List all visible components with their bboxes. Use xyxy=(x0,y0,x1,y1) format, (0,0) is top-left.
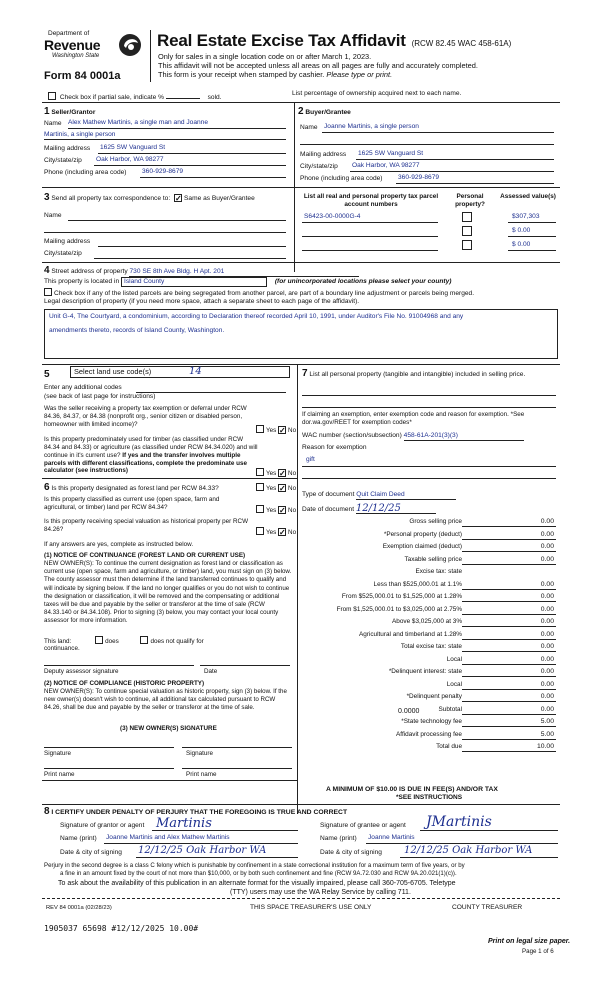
fee-value[interactable]: 0.00 xyxy=(462,581,556,590)
additional-codes-label: Enter any additional codes xyxy=(44,384,122,391)
exemption-question-text: Was the seller receiving a property tax exemption or deferral under RCW 84.36, 84.37, or 84.38 (nonprofit org., senior citizen or disabled person, homeowner with limited income)? xyxy=(44,405,247,428)
forest-no-checkbox[interactable] xyxy=(278,484,286,492)
form-number: Form 84 0001a xyxy=(44,70,121,82)
fee-label: Exemption claimed (deduct) xyxy=(382,543,462,550)
buyer-city-label: City/state/zip xyxy=(300,163,338,170)
form-sub3: This form is your receipt when stamped by cashier. xyxy=(158,70,325,79)
grantee-name-label: Name (print) xyxy=(320,835,357,842)
local-rate[interactable]: 0.0000 xyxy=(398,708,420,715)
fee-row xyxy=(300,593,558,604)
fee-row xyxy=(300,743,558,754)
corr-label: Send all property tax correspondence to: xyxy=(51,195,171,202)
no-label: No xyxy=(288,507,297,514)
see-instructions-note: *SEE INSTRUCTIONS xyxy=(396,794,463,801)
fee-value[interactable]: 0.00 xyxy=(462,631,556,640)
fee-value[interactable]: 0.00 xyxy=(462,556,556,565)
fee-label: Taxable selling price xyxy=(404,555,462,563)
legal-paper-note: Print on legal size paper. xyxy=(488,938,571,945)
grantee-signature[interactable]: JMartinis xyxy=(426,814,492,830)
fee-label: Subtotal xyxy=(438,705,462,713)
county-treasurer-label: COUNTY TREASURER xyxy=(452,904,523,911)
fee-row xyxy=(300,543,558,554)
timber-yes-checkbox[interactable] xyxy=(256,468,264,476)
partial-sale-label: Check box if partial sale, indicate % xyxy=(59,94,164,101)
current-use-yes-checkbox[interactable] xyxy=(256,505,264,513)
fee-value[interactable]: 0.00 xyxy=(462,693,556,702)
does-not-label: does not qualify for xyxy=(150,638,204,645)
fee-row xyxy=(300,668,558,679)
seller-mailing[interactable]: 1625 SW Vanguard St xyxy=(100,144,166,151)
recording-stamp: 1905037 65698 #12/12/2025 10.00# xyxy=(44,924,199,933)
current-use-question: Is this property classified as current use (open space, farm and agricultural, or timber) land per RCW 84.34? xyxy=(44,496,220,511)
buyer-mailing[interactable]: 1625 SW Vanguard St xyxy=(358,150,424,157)
fee-label: Total due xyxy=(436,743,462,750)
parcel-number-1[interactable]: S6423-00-0000G-4 xyxy=(304,213,361,220)
fee-label: Agricultural and timberland at 1.28% xyxy=(358,630,462,638)
notice3-title: (3) NEW OWNER(S) SIGNATURE xyxy=(120,725,217,732)
assessed-value-3[interactable]: $ 0.00 xyxy=(512,241,531,248)
alt-format-line2: (TTY) users may use the WA Relay Service by calling 711. xyxy=(230,889,411,896)
fee-row xyxy=(300,581,558,592)
section3-number: 3 xyxy=(44,192,50,203)
fee-value[interactable]: 0.00 xyxy=(462,618,556,627)
fee-value[interactable]: 0.00 xyxy=(462,643,556,652)
fee-label: From $525,000.01 to $1,525,000 at 1.28% xyxy=(341,593,462,600)
fee-label: Local xyxy=(446,655,462,663)
section1-number: 1 xyxy=(44,106,50,117)
grantee-date-label: Date & city of signing xyxy=(320,849,382,856)
dept-state: Washington State xyxy=(52,53,100,59)
notice2-text: NEW OWNER(S): To continue special valuation as historic property, sign (3) below. If the new owner(s) doesn't wish to continue, all additional tax calculated pursuant to RCW 84.26, shall be due and payable by the seller or transferor at the time of sale. xyxy=(44,688,287,712)
segregated-checkbox[interactable] xyxy=(44,288,52,296)
form-sub1: Only for sales in a single location code on or after March 1, 2023. xyxy=(158,52,372,61)
owner-signature-label-2: Signature xyxy=(186,750,213,757)
buyer-name[interactable]: Joanne Martinis, a single person xyxy=(324,123,419,130)
reason-label: Reason for exemption xyxy=(302,444,367,451)
grantee-name[interactable]: Joanne Martinis xyxy=(368,834,415,841)
perjury-line2: a fine in an amount fixed by the court of not more than $10,000, or by both such confinement and fine (RCW 9A.72.030 and RCW 9A.20.021(1)(c)). xyxy=(60,870,457,877)
seller-city[interactable]: Oak Harbor, WA 98277 xyxy=(96,156,164,163)
exemption-question xyxy=(44,405,258,429)
fee-value[interactable]: 0.00 xyxy=(462,518,556,527)
located-label: This property is located in xyxy=(44,278,120,285)
land-use-code: 14 xyxy=(189,366,202,377)
rev-code: REV 84 0001a (02/28/23) xyxy=(46,905,112,911)
section7-number: 7 xyxy=(302,368,308,379)
yes-label: Yes xyxy=(266,507,277,514)
personal-prop-header: Personal property? xyxy=(455,193,485,208)
legal-desc-line1: Unit G-4, The Courtyard, a condominium, according to Declaration thereof recorded April 10, 1991, under Auditor's File No. 91004968 and any xyxy=(49,313,464,320)
fee-row xyxy=(300,556,558,567)
fee-value[interactable]: 10.00 xyxy=(462,743,556,752)
seller-city-label: City/state/zip xyxy=(44,157,82,164)
owner-print-label: Print name xyxy=(44,771,75,778)
street-address[interactable]: 730 SE 8th Ave Bldg. H Apt. 201 xyxy=(129,268,359,277)
fee-value[interactable]: 0.00 xyxy=(462,681,556,690)
personal-prop-checkbox-1[interactable] xyxy=(462,212,472,222)
seller-title: Seller/Grantor xyxy=(51,109,96,116)
parcel-row xyxy=(302,227,558,239)
yes-label: Yes xyxy=(266,485,277,492)
uninc-note: (for unincorporated locations please select your county) xyxy=(274,278,452,285)
partial-sold-label: sold. xyxy=(207,94,222,101)
section4-number: 4 xyxy=(44,265,50,276)
dor-logo xyxy=(38,30,146,70)
exemption-yes-checkbox[interactable] xyxy=(256,425,264,433)
grantor-signature[interactable]: Martinis xyxy=(156,816,212,831)
owner-signature-label: Signature xyxy=(44,750,71,757)
timber-no-checkbox[interactable] xyxy=(278,469,286,477)
buyer-phone-label: Phone (including area code) xyxy=(300,175,383,182)
segregated-label: Check box if any of the listed parcels are being segregated from another parcel, are part of a boundary line adjustment or parcels being merged. xyxy=(54,290,475,297)
corr-city-label: City/state/zip xyxy=(44,250,82,257)
corr-name-label: Name xyxy=(44,212,62,219)
legal-description-box[interactable] xyxy=(44,309,558,359)
owner-print-label-2: Print name xyxy=(186,771,217,778)
seller-phone-label: Phone (including area code) xyxy=(44,169,127,176)
land-use-label: Select land use code(s) xyxy=(74,367,152,376)
seller-phone[interactable]: 360-929-8679 xyxy=(142,168,184,175)
form-title: Real Estate Excise Tax Affidavit xyxy=(157,31,406,50)
reason-value[interactable]: gift xyxy=(306,456,315,463)
fee-label: Total excise tax: state xyxy=(400,643,462,650)
assessed-value-2[interactable]: $ 0.00 xyxy=(512,227,531,234)
seller-name-line2[interactable]: Martinis, a single person xyxy=(44,131,116,138)
land-use-select[interactable] xyxy=(70,366,290,378)
fee-row xyxy=(300,568,558,579)
parcel-row xyxy=(302,241,558,253)
fee-label: Gross selling price xyxy=(409,518,462,525)
doc-type-label: Type of document xyxy=(302,491,355,498)
see-back-label: (see back of last page for instructions) xyxy=(44,393,156,400)
legal-desc-line2: amendments thereto, records of Island County, Washington. xyxy=(49,327,225,335)
fee-row xyxy=(300,693,558,704)
fee-row xyxy=(300,731,558,742)
grantee-sig-label: Signature of grantee or agent xyxy=(320,822,406,829)
fee-row xyxy=(300,606,558,617)
this-land-label: This land: xyxy=(44,638,72,645)
timber-question-bold: If yes and the transfer involves multiple parcels with different classifications, complete the predominate use calculator (see instructions) xyxy=(44,451,247,475)
fee-row xyxy=(300,518,558,529)
personal-prop-list-label: List all personal property (tangible and intangible) included in selling price. xyxy=(309,371,526,378)
land-does-not-checkbox[interactable] xyxy=(140,636,148,644)
form-sub2: This affidavit will not be accepted unless all areas on all pages are fully and accurately completed. xyxy=(158,61,478,70)
fee-row xyxy=(300,718,558,729)
corr-mailing-label: Mailing address xyxy=(44,238,91,245)
section6-number: 6 xyxy=(44,482,50,493)
section5-number: 5 xyxy=(44,369,50,380)
parcel-col-header: List all real and personal property tax parcel account numbers xyxy=(303,193,439,208)
doc-date-label: Date of document xyxy=(302,506,355,513)
doc-date[interactable]: 12/12/25 xyxy=(356,504,436,514)
no-label: No xyxy=(288,427,297,434)
yes-label: Yes xyxy=(266,470,277,477)
section2-number: 2 xyxy=(298,106,304,117)
forest-question: Is this property designated as forest land per RCW 84.33? xyxy=(51,485,219,492)
perjury-line1: Perjury in the second degree is a class C felony which is punishable by confinement in a state correctional institution for a maximum term of five years, or by xyxy=(44,862,465,869)
fee-value[interactable]: 0.00 xyxy=(462,606,556,615)
historic-yes-checkbox[interactable] xyxy=(256,527,264,535)
fee-row xyxy=(300,706,558,717)
fee-value[interactable]: 0.00 xyxy=(462,706,556,715)
grantor-date-label: Date & city of signing xyxy=(60,849,122,856)
fee-label: Less than $525,000.01 at 1.1% xyxy=(373,580,462,588)
fee-value[interactable]: 5.00 xyxy=(462,731,556,740)
partial-pct-field[interactable] xyxy=(166,92,200,99)
exemption-no-checkbox[interactable] xyxy=(278,426,286,434)
buyer-city[interactable]: Oak Harbor, WA 98277 xyxy=(352,162,420,169)
personal-prop-checkbox-3[interactable] xyxy=(462,240,472,250)
revenue-swirl-icon xyxy=(116,32,144,58)
does-label: does xyxy=(105,638,119,645)
yes-label: Yes xyxy=(266,427,277,434)
buyer-mailing-label: Mailing address xyxy=(300,151,347,158)
deputy-sig-label: Deputy assessor signature xyxy=(44,668,119,675)
forest-yes-checkbox[interactable] xyxy=(256,483,264,491)
section8-number: 8 xyxy=(44,806,50,817)
dept-revenue: Revenue xyxy=(44,37,101,53)
fee-value[interactable]: 5.00 xyxy=(462,718,556,727)
partial-sale-checkbox[interactable] xyxy=(48,92,56,100)
personal-prop-checkbox-2[interactable] xyxy=(462,226,472,236)
notice1-title: (1) NOTICE OF CONTINUANCE (FOREST LAND OR CURRENT USE) xyxy=(44,552,246,559)
fee-value[interactable]: 0.00 xyxy=(462,593,556,602)
fee-row xyxy=(300,531,558,542)
fee-value[interactable]: 0.00 xyxy=(462,543,556,552)
no-label: No xyxy=(288,529,297,536)
legal-label: Legal description of property (if you need more space, attach a separate sheet to each page of the affidavit). xyxy=(44,298,360,305)
fee-label: Local xyxy=(446,680,462,688)
same-as-buyer-checkbox[interactable] xyxy=(174,194,182,202)
notice2-title: (2) NOTICE OF COMPLIANCE (HISTORIC PROPERTY) xyxy=(44,680,205,687)
if-yes-note: If any answers are yes, complete as instructed below. xyxy=(44,541,194,548)
certify-text: I CERTIFY UNDER PENALTY OF PERJURY THAT THE FOREGOING IS TRUE AND CORRECT xyxy=(51,809,348,816)
street-label: Street address of property xyxy=(51,268,128,275)
fee-label: *Delinquent interest: state xyxy=(388,668,462,675)
land-does-checkbox[interactable] xyxy=(95,636,103,644)
grantor-name[interactable]: Joanne Martinis and Alex Mathew Martinis xyxy=(106,834,230,841)
buyer-title: Buyer/Grantee xyxy=(305,109,351,116)
fee-label: From $1,525,000.01 to $3,025,000 at 2.75% xyxy=(336,605,462,613)
historic-no-checkbox[interactable] xyxy=(278,528,286,536)
fee-value[interactable]: 0.00 xyxy=(462,531,556,540)
form-sub3-italic: Please type or print. xyxy=(326,70,393,79)
county-select[interactable]: Island County xyxy=(121,277,267,287)
alt-format-line1: To ask about the availability of this publication in an alternate format for the visually impaired, please call 360-705-6705. Teletype xyxy=(58,880,456,887)
continuance-label: continuance. xyxy=(44,645,80,652)
parcel-row xyxy=(302,213,558,225)
fee-label: *State technology fee xyxy=(401,718,462,725)
fee-row xyxy=(300,681,558,692)
buyer-name-label: Name xyxy=(300,124,318,131)
no-label: No xyxy=(288,470,297,477)
page-number: Page 1 of 6 xyxy=(522,948,554,955)
grantee-date-city[interactable]: 12/12/25 Oak Harbor WA xyxy=(404,845,533,856)
deputy-date-label: Date xyxy=(204,668,218,675)
assessed-value-1[interactable]: $307,303 xyxy=(512,213,540,220)
no-label: No xyxy=(288,485,297,492)
seller-name-line1[interactable]: Alex Mathew Martinis, a single man and Joanne xyxy=(68,119,209,126)
dept-line1: Department of xyxy=(48,30,90,37)
seller-name-label: Name xyxy=(44,120,62,127)
exempt-codes-link[interactable]: *See dor.wa.gov/REET for exemption codes* xyxy=(302,411,525,426)
seller-mailing-label: Mailing address xyxy=(44,145,91,152)
same-as-buyer-label: Same as Buyer/Grantee xyxy=(184,195,255,202)
timber-question-text: Is this property predominately used for timber (as classified under RCW 84.34 and 84.33) or agriculture (as classified under RCW 84.34.020) and will continue in it's current use? xyxy=(44,436,258,459)
historic-question: Is this property receiving special valuation as historical property per RCW 84.26? xyxy=(44,518,249,533)
wac-label: WAC number (section/subsection) xyxy=(302,432,402,439)
fee-row xyxy=(300,656,558,667)
exempt-claim-label: If claiming an exemption, enter exemption code and reason for exemption. xyxy=(302,411,509,418)
treasurer-use-label: THIS SPACE TREASURER'S USE ONLY xyxy=(250,904,372,911)
doc-type[interactable]: Quit Claim Deed xyxy=(356,491,456,500)
assessed-header: Assessed value(s) xyxy=(500,193,556,200)
fee-label: *Personal property (deduct) xyxy=(383,530,462,538)
grantor-date-city[interactable]: 12/12/25 Oak Harbor WA xyxy=(138,845,267,856)
yes-label: Yes xyxy=(266,529,277,536)
grantor-sig-label: Signature of grantor or agent xyxy=(60,822,145,829)
fee-label: Excise tax: state xyxy=(415,568,462,575)
fee-value[interactable]: 0.00 xyxy=(462,656,556,665)
grantor-name-label: Name (print) xyxy=(60,835,97,842)
wac-number[interactable]: 458-61A-201(3)(3) xyxy=(404,432,524,441)
fee-row xyxy=(300,618,558,629)
fee-label: Affidavit processing fee xyxy=(396,730,462,738)
minimum-due-note: A MINIMUM OF $10.00 IS DUE IN FEE(S) AND/OR TAX xyxy=(326,786,498,793)
current-use-no-checkbox[interactable] xyxy=(278,506,286,514)
list-pct-note: List percentage of ownership acquired next to each name. xyxy=(292,90,462,97)
buyer-phone[interactable]: 360-929-8679 xyxy=(398,174,440,181)
form-rcw: (RCW 82.45 WAC 458-61A) xyxy=(411,39,512,48)
fee-row xyxy=(300,643,558,654)
fee-label: *Delinquent penalty xyxy=(406,693,462,700)
fee-label: Above $3,025,000 at 3% xyxy=(392,618,462,625)
notice1-text: NEW OWNER(S): To continue the current designation as forest land or classification as current use (open space, farm and agriculture, or timber) land, you must sign on (3) below. The county assessor must then determine if the land transferred continues to qualify and will indicate by signing below. If the land no longer qualifies or you do not wish to continue the designation or classification, it will be removed and the compensating or additional taxes will be due and payable by the seller or transferor at the time of sale (RCW 84.33.140 or 84.34.108). Prior to signing (3) below, you may contact your local county assessor for more information. xyxy=(44,560,292,625)
fee-value[interactable]: 0.00 xyxy=(462,668,556,677)
fee-row xyxy=(300,631,558,642)
